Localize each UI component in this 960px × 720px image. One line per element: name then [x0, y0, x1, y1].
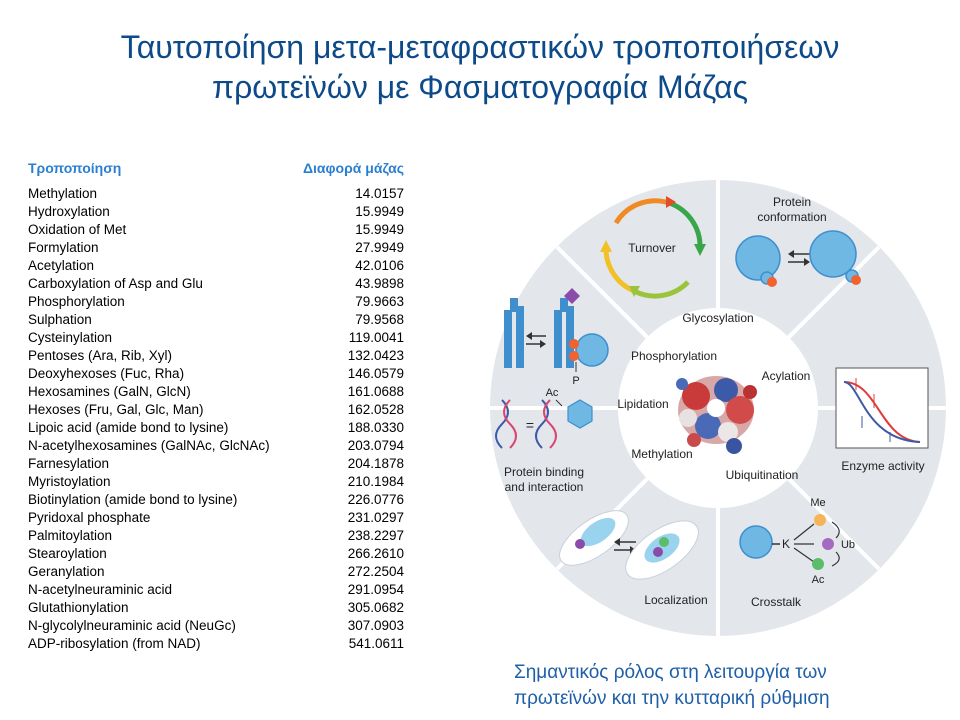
column-header-mass-difference: Διαφορά μάζας [302, 160, 404, 176]
table-row [26, 599, 404, 617]
crosstalk-acetyl-label: Ac [811, 574, 825, 586]
label-conformation-line2: conformation [757, 210, 827, 224]
protein-nucleus-purple [653, 547, 663, 557]
phospho-label: P [572, 375, 580, 387]
mass-difference: 307.0903 [347, 618, 404, 633]
ubiquitin-label: Ub [840, 539, 856, 551]
equals-sign: = [525, 417, 535, 433]
mass-difference: 161.0688 [347, 384, 404, 399]
modification-name: Cysteinylation [28, 330, 113, 345]
modification-name: Stearoylation [28, 546, 107, 561]
mass-difference: 132.0423 [347, 348, 404, 363]
table-row [26, 311, 404, 329]
modification-name: Glutathionylation [28, 600, 129, 615]
modification-name: Pentoses (Ara, Rib, Xyl) [28, 348, 173, 363]
label-binding-line1: Protein binding [503, 465, 585, 479]
table-row [26, 509, 404, 527]
table-row [26, 635, 404, 653]
lysine-label: K [781, 537, 791, 551]
mass-difference: 79.9663 [355, 294, 404, 309]
modification-name: Acetylation [28, 258, 95, 273]
mass-difference: 541.0611 [348, 636, 404, 651]
modification-name: Palmitoylation [28, 528, 113, 543]
label-conformation-line1: Protein [772, 195, 812, 209]
modification-name: N-acetylhexosamines (GalNAc, GlcNAc) [28, 438, 270, 453]
mass-difference: 79.9568 [355, 312, 404, 327]
mass-difference: 238.2297 [347, 528, 404, 543]
caption [514, 660, 954, 712]
caption-line-2: πρωτεϊνών και την κυτταρική ρύθμιση [514, 688, 830, 709]
acetyl-label: Ac [545, 387, 559, 399]
label-enzyme-activity: Enzyme activity [841, 459, 925, 473]
table-row [26, 185, 404, 203]
modification-name: Oxidation of Met [28, 222, 127, 237]
phospho-group-a [767, 277, 777, 287]
table-row [26, 239, 404, 257]
modification-name: Deoxyhexoses (Fuc, Rha) [28, 366, 185, 381]
methyl-label: Me [810, 497, 826, 509]
protein-nucleus-green [659, 537, 669, 547]
label-ubiquitination: Ubiquitination [725, 468, 799, 482]
label-methylation: Methylation [631, 447, 693, 461]
table-row [26, 329, 404, 347]
binding-phospho-1 [569, 339, 579, 349]
phospho-group-b [851, 275, 861, 285]
table-row [26, 545, 404, 563]
mass-difference: 162.0528 [347, 402, 404, 417]
label-crosstalk: Crosstalk [750, 595, 802, 609]
label-glycosylation: Glycosylation [682, 311, 754, 325]
table-header [26, 160, 404, 182]
modification-name: Myristoylation [28, 474, 111, 489]
label-binding-line2: and interaction [504, 480, 584, 494]
ptm-mass-table [26, 185, 404, 653]
mass-difference: 27.9949 [355, 240, 404, 255]
mass-difference: 15.9949 [355, 222, 404, 237]
table-row [26, 203, 404, 221]
table-row [26, 473, 404, 491]
mass-difference: 305.0682 [347, 600, 404, 615]
modification-name: Carboxylation of Asp and Glu [28, 276, 203, 291]
mass-difference: 272.2504 [347, 564, 404, 579]
protein-cytoplasm [575, 539, 585, 549]
table-row [26, 581, 404, 599]
mass-difference: 226.0776 [347, 492, 404, 507]
mass-difference: 43.9898 [355, 276, 404, 291]
binding-protein [576, 334, 608, 366]
column-header-modification: Τροποποίηση [28, 160, 122, 176]
table-row [26, 365, 404, 383]
slide-title-line-1: Ταυτοποίηση μετα-μεταφραστικών τροποποιήσεων [120, 29, 840, 65]
table-row [26, 221, 404, 239]
table-row [26, 437, 404, 455]
modification-name: Hexosamines (GalN, GlcN) [28, 384, 191, 399]
table-row [26, 293, 404, 311]
mass-difference: 210.1984 [347, 474, 404, 489]
mass-difference: 291.0954 [347, 582, 404, 597]
table-row [26, 275, 404, 293]
enzyme-activity-plot-frame [836, 368, 928, 448]
modification-name: Formylation [28, 240, 99, 255]
mass-difference: 266.2610 [347, 546, 404, 561]
label-acylation: Acylation [761, 369, 811, 383]
modification-name: Lipoic acid (amide bond to lysine) [28, 420, 229, 435]
mass-difference: 231.0297 [347, 510, 404, 525]
modification-name: Phosphorylation [28, 294, 125, 309]
mass-difference: 146.0579 [347, 366, 404, 381]
mass-difference: 204.1878 [347, 456, 404, 471]
modification-name: N-acetylneuraminic acid [28, 582, 173, 597]
ubiquitin-group [822, 538, 834, 550]
mass-difference: 15.9949 [355, 204, 404, 219]
label-localization: Localization [644, 593, 708, 607]
binding-phospho-2 [569, 351, 579, 361]
modification-name: Hexoses (Fru, Gal, Glc, Man) [28, 402, 204, 417]
label-turnover: Turnover [628, 241, 676, 255]
table-row [26, 563, 404, 581]
caption-line-1: Σημαντικός ρόλος στη λειτουργία των [514, 662, 827, 683]
table-row [26, 257, 404, 275]
mass-difference: 119.0041 [348, 330, 404, 345]
modification-name: Farnesylation [28, 456, 110, 471]
ptm-function-diagram [488, 178, 948, 638]
modification-name: Methylation [28, 186, 98, 201]
slide-title-line-2: πρωτεϊνών με Φασματογραφία Μάζας [212, 69, 748, 105]
label-lipidation: Lipidation [617, 397, 669, 411]
modification-name: Sulphation [28, 312, 92, 327]
modification-name: Geranylation [28, 564, 105, 579]
table-row [26, 527, 404, 545]
mass-difference: 42.0106 [355, 258, 404, 273]
modification-name: Biotinylation (amide bond to lysine) [28, 492, 238, 507]
table-row [26, 419, 404, 437]
protein-shape-a [736, 236, 780, 280]
mass-difference: 14.0157 [355, 186, 404, 201]
crosstalk-protein [740, 526, 772, 558]
table-row [26, 383, 404, 401]
mass-difference: 188.0330 [347, 420, 404, 435]
modification-name: N-glycolylneuraminic acid (NeuGc) [28, 618, 236, 633]
modification-name: ADP-ribosylation (from NAD) [28, 636, 201, 651]
table-row [26, 617, 404, 635]
mass-difference: 203.0794 [347, 438, 404, 453]
modification-name: Pyridoxal phosphate [28, 510, 151, 525]
acetyl-group-crosstalk [812, 558, 824, 570]
label-phosphorylation: Phosphorylation [630, 349, 718, 363]
modification-name: Hydroxylation [28, 204, 110, 219]
table-row [26, 455, 404, 473]
table-row [26, 347, 404, 365]
methyl-group [814, 514, 826, 526]
table-row [26, 401, 404, 419]
table-row [26, 491, 404, 509]
